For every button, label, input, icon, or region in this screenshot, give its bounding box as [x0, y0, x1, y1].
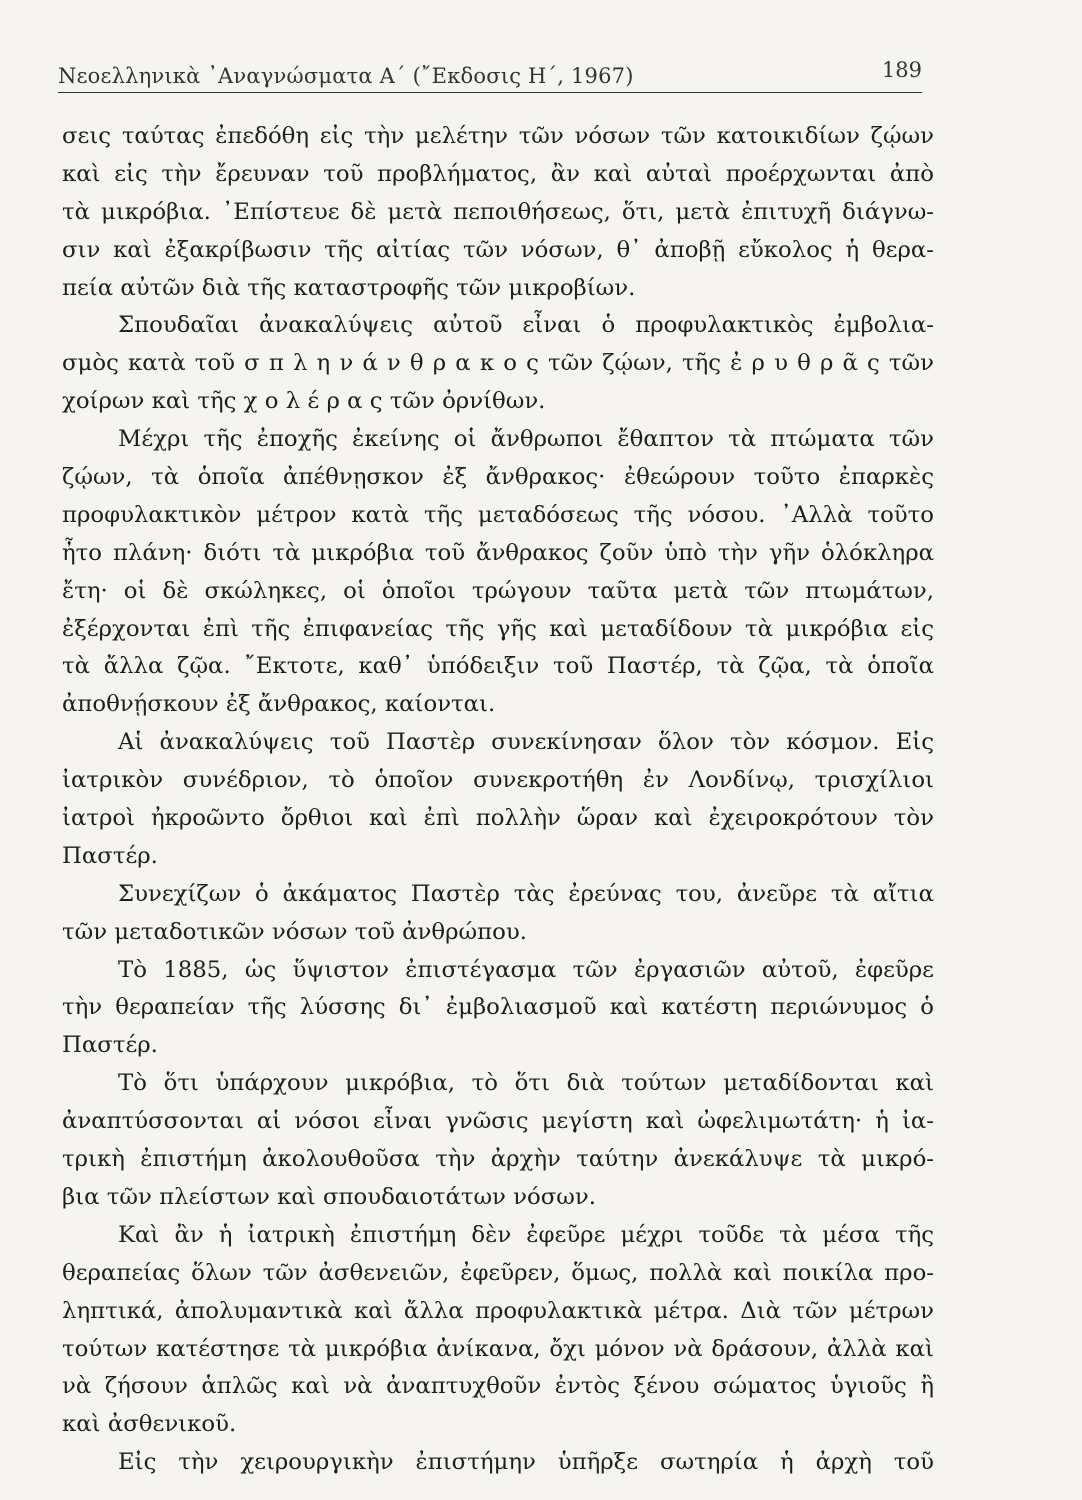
text-line: Καὶ ἂν ἡ ἰατρικὴ ἐπιστήμη δὲν ἐφεῦρε μέχρι τοῦδε τὰ μέσα τῆς: [118, 1221, 934, 1248]
text-line: χοίρων καὶ τῆς χ ο λ έ ρ α ς τῶν ὀρνίθων.: [62, 388, 546, 415]
text-line: καὶ ἀσθενικοῦ.: [62, 1411, 237, 1438]
text-line: νὰ ζήσουν ἁπλῶς καὶ νὰ ἀναπτυχθοῦν ἐντὸς ξένου σώματος ὑγιοῦς ἢ: [62, 1373, 934, 1400]
text-line: Τὸ 1885, ὡς ὕψιστον ἐπιστέγασμα τῶν ἐργασιῶν αὐτοῦ, ἐφεῦρε: [118, 956, 934, 983]
running-header: [58, 56, 922, 93]
text-line: Αἱ ἀνακαλύψεις τοῦ Παστὲρ συνεκίνησαν ὅλον τὸν κόσμον. Εἰς: [118, 729, 934, 756]
text-line: τὴν θεραπείαν τῆς λύσσης δι᾿ ἐμβολιασμοῦ καὶ κατέστη περιώνυμος ὁ: [62, 994, 934, 1021]
text-line: ἀποθνῄσκουν ἐξ ἄνθρακος, καίονται.: [62, 691, 496, 718]
text-line: σιν καὶ ἐξακρίβωσιν τῆς αἰτίας τῶν νόσων, θ᾿ ἀποβῇ εὔκολος ἡ θερα-: [62, 236, 934, 263]
text-line: ἰατροὶ ἠκροῶντο ὄρθιοι καὶ ἐπὶ πολλὴν ὥραν καὶ ἐχειροκρότουν τὸν: [62, 805, 934, 832]
text-line: Μέχρι τῆς ἐποχῆς ἐκείνης οἱ ἄνθρωποι ἔθαπτον τὰ πτώματα τῶν: [118, 426, 934, 453]
text-line: βια τῶν πλείστων καὶ σπουδαιοτάτων νόσων.: [62, 1183, 597, 1210]
text-line: πεία αὐτῶν διὰ τῆς καταστροφῆς τῶν μικροβίων.: [62, 274, 636, 301]
text-line: Εἰς τὴν χειρουργικὴν ἐπιστήμην ὑπῆρξε σωτηρία ἡ ἀρχὴ τοῦ: [118, 1449, 934, 1476]
text-line: ἰατρικὸν συνέδριον, τὸ ὁποῖον συνεκροτήθη ἐν Λονδίνῳ, τρισχίλιοι: [62, 767, 934, 794]
text-line: προφυλακτικὸν μέτρον κατὰ τῆς μεταδόσεως τῆς νόσου. ᾿Αλλὰ τοῦτο: [62, 501, 934, 528]
text-line: Συνεχίζων ὁ ἀκάματος Παστὲρ τὰς ἐρεύνας του, ἀνεῦρε τὰ αἴτια: [118, 880, 934, 907]
text-line: τῶν μεταδοτικῶν νόσων τοῦ ἀνθρώπου.: [62, 918, 527, 945]
body-text: [62, 118, 934, 1482]
text-line: ἔτη· οἱ δὲ σκώληκες, οἱ ὁποῖοι τρώγουν ταῦτα μετὰ τῶν πτωμάτων,: [62, 577, 934, 604]
text-line: ζῴων, τὰ ὁποῖα ἀπέθνῃσκον ἐξ ἄνθρακος· ἐθεώρουν τοῦτο ἐπαρκὲς: [62, 464, 934, 491]
text-line: ἦτο πλάνη· διότι τὰ μικρόβια τοῦ ἄνθρακος ζοῦν ὑπὸ τὴν γῆν ὁλόκληρα: [62, 539, 934, 566]
text-line: τὰ ἄλλα ζῷα. ῎Εκτοτε, καθ᾿ ὑπόδειξιν τοῦ Παστέρ, τὰ ζῷα, τὰ ὁποῖα: [62, 653, 934, 680]
text-line: Παστέρ.: [62, 1032, 158, 1059]
text-line: καὶ εἰς τὴν ἔρευναν τοῦ προβλήματος, ἂν καὶ αὐταὶ προέρχωνται ἀπὸ: [62, 160, 934, 187]
header-title: Νεοελληνικὰ ᾿Αναγνώσματα Α΄ (῎Εκδοσις Η΄, 1967): [58, 64, 634, 88]
text-line: ληπτικά, ἀπολυμαντικὰ καὶ ἄλλα προφυλακτικὰ μέτρα. Διὰ τῶν μέτρων: [62, 1297, 934, 1324]
text-line: τὰ μικρόβια. ᾿Επίστευε δὲ μετὰ πεποιθήσεως, ὅτι, μετὰ ἐπιτυχῆ διάγνω-: [62, 198, 934, 225]
text-line: ἀναπτύσσονται αἱ νόσοι εἶναι γνῶσις μεγίστη καὶ ὠφελιμωτάτη· ἡ ἰα-: [62, 1108, 934, 1135]
text-line: ἐξέρχονται ἐπὶ τῆς ἐπιφανείας τῆς γῆς καὶ μεταδίδουν τὰ μικρόβια εἰς: [62, 615, 934, 642]
text-line: σεις ταύτας ἐπεδόθη εἰς τὴν μελέτην τῶν νόσων τῶν κατοικιδίων ζῴων: [62, 123, 934, 149]
page-number: 189: [881, 58, 922, 82]
text-line: τούτων κατέστησε τὰ μικρόβια ἀνίκανα, ὄχι μόνον νὰ δράσουν, ἀλλὰ καὶ: [62, 1335, 934, 1362]
text-line: Σπουδαῖαι ἀνακαλύψεις αὐτοῦ εἶναι ὁ προφυλακτικὸς ἐμβολια-: [118, 312, 934, 339]
text-line: τρικὴ ἐπιστήμη ἀκολουθοῦσα τὴν ἀρχὴν ταύτην ἀνεκάλυψε τὰ μικρό-: [62, 1146, 934, 1173]
text-line: Τὸ ὅτι ὑπάρχουν μικρόβια, τὸ ὅτι διὰ τούτων μεταδίδονται καὶ: [118, 1070, 934, 1097]
text-line: θεραπείας ὅλων τῶν ἀσθενειῶν, ἐφεῦρεν, ὅμως, πολλὰ καὶ ποικίλα προ-: [62, 1259, 934, 1286]
text-line: σμὸς κατὰ τοῦ σ π λ η ν ά ν θ ρ α κ ο ς τῶν ζῴων, τῆς ἐ ρ υ θ ρ ᾶ ς τῶν: [62, 350, 934, 377]
text-line: Παστέρ.: [62, 842, 158, 869]
